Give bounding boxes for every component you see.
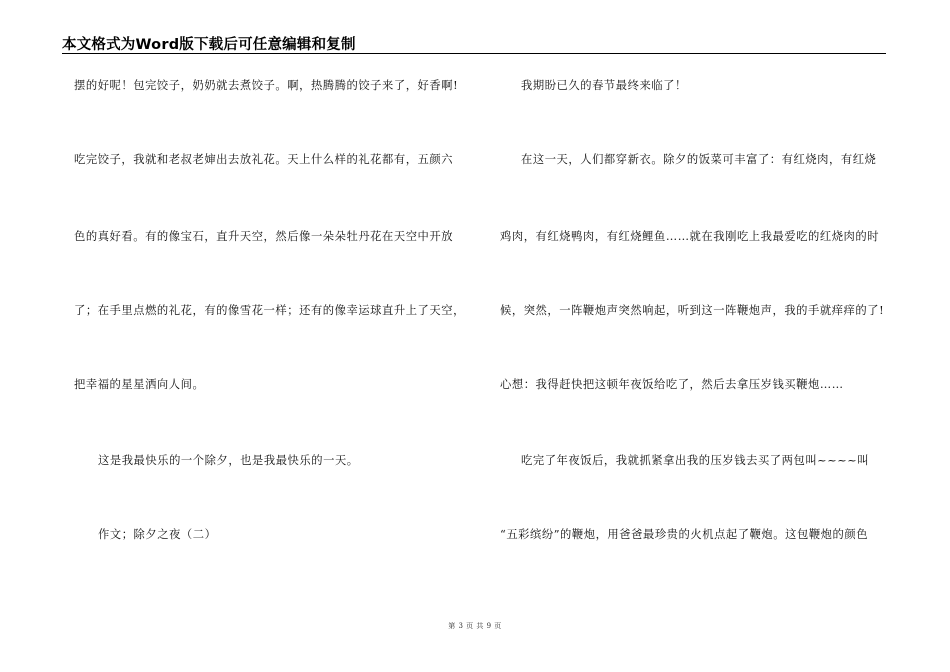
text-line: 我期盼已久的春节最终来临了！ xyxy=(521,79,687,92)
text-line: 吃完了年夜饭后，我就抓紧拿出我的压岁钱去买了两包叫~~~~叫 xyxy=(521,454,870,467)
text-line: 在这一天，人们都穿新衣。除夕的饭菜可丰富了：有红烧肉，有红烧 xyxy=(521,153,877,166)
page-header-title: 本文格式为Word版下载后可任意编辑和复制 xyxy=(62,37,356,53)
text-line: 摆的好呢！包完饺子，奶奶就去煮饺子。啊，热腾腾的饺子来了，好香啊! xyxy=(74,79,459,92)
text-line: 色的真好看。有的像宝石，直升天空，然后像一朵朵牡丹花在天空中开放 xyxy=(74,230,454,243)
text-line: 把幸福的星星洒向人间。 xyxy=(74,378,205,391)
text-line: 了；在手里点燃的礼花，有的像雪花一样；还有的像幸运球直升上了天空， xyxy=(74,304,465,317)
text-line: 吃完饺子，我就和老叔老婶出去放礼花。天上什么样的礼花都有，五颜六 xyxy=(74,153,454,166)
text-line: “五彩缤纷”的鞭炮，用爸爸最珍贵的火机点起了鞭炮。这包鞭炮的颜色 xyxy=(500,528,869,541)
text-line: 心想：我得赶快把这顿年夜饭给吃了，然后去拿压岁钱买鞭炮…… xyxy=(500,378,844,391)
page-number: 第 3 页 共 9 页 xyxy=(448,622,502,630)
text-line: 候，突然，一阵鞭炮声突然响起，听到这一阵鞭炮声，我的手就痒痒的了! xyxy=(500,304,885,317)
header-divider xyxy=(62,53,886,54)
text-line: 作文；除夕之夜（二） xyxy=(98,528,217,541)
text-line: 鸡肉，有红烧鸭肉，有红烧鲤鱼……就在我刚吃上我最爱吃的红烧肉的时 xyxy=(500,230,880,243)
text-line: 这是我最快乐的一个除夕，也是我最快乐的一天。 xyxy=(98,454,359,467)
